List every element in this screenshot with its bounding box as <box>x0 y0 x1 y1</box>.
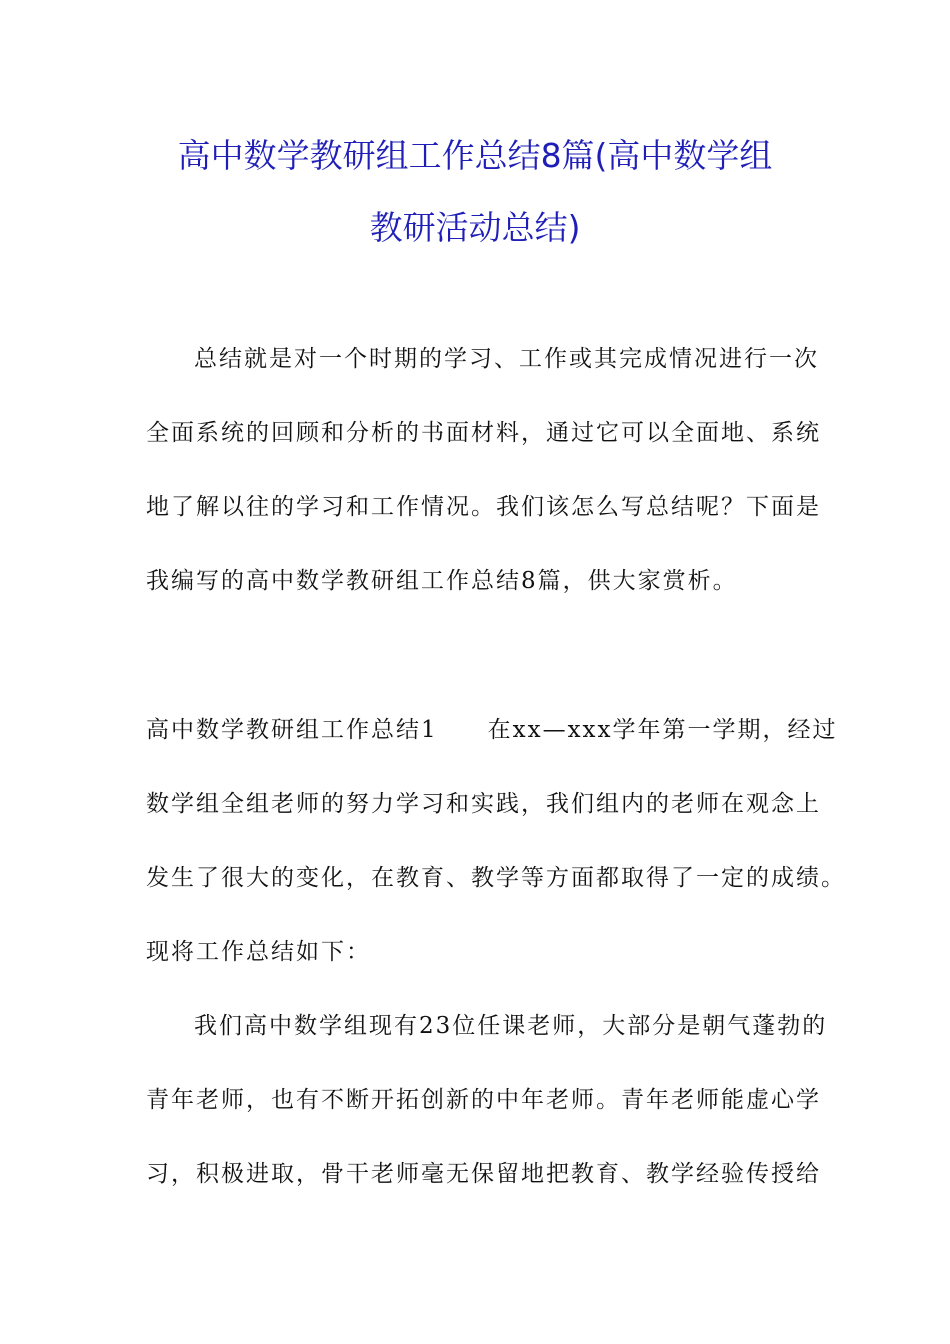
section1-line-3: 发生了很大的变化，在教育、教学等方面都取得了一定的成绩。 <box>146 865 846 891</box>
intro-line-1: 总结就是对一个时期的学习、工作或其完成情况进行一次 <box>194 346 819 372</box>
section1-line-4: 现将工作总结如下： <box>146 939 371 965</box>
section1-line-2: 数学组全组老师的努力学习和实践，我们组内的老师在观念上 <box>146 791 821 817</box>
intro-line-3: 地了解以往的学习和工作情况。我们该怎么写总结呢？下面是 <box>146 494 821 520</box>
intro-line-2: 全面系统的回顾和分析的书面材料，通过它可以全面地、系统 <box>146 420 821 446</box>
document-title-line-2: 教研活动总结) <box>369 208 581 247</box>
document-title-line-1: 高中数学教研组工作总结8篇(高中数学组 <box>177 136 773 175</box>
section1-line-1: 高中数学教研组工作总结1 在xx—xxx学年第一学期，经过 <box>146 717 838 743</box>
intro-line-4: 我编写的高中数学教研组工作总结8篇，供大家赏析。 <box>146 568 738 594</box>
section2-line-2: 青年老师，也有不断开拓创新的中年老师。青年老师能虚心学 <box>146 1087 821 1113</box>
section2-line-3: 习，积极进取，骨干老师毫无保留地把教育、教学经验传授给 <box>146 1161 821 1187</box>
section2-line-1: 我们高中数学组现有23位任课老师，大部分是朝气蓬勃的 <box>194 1013 828 1039</box>
